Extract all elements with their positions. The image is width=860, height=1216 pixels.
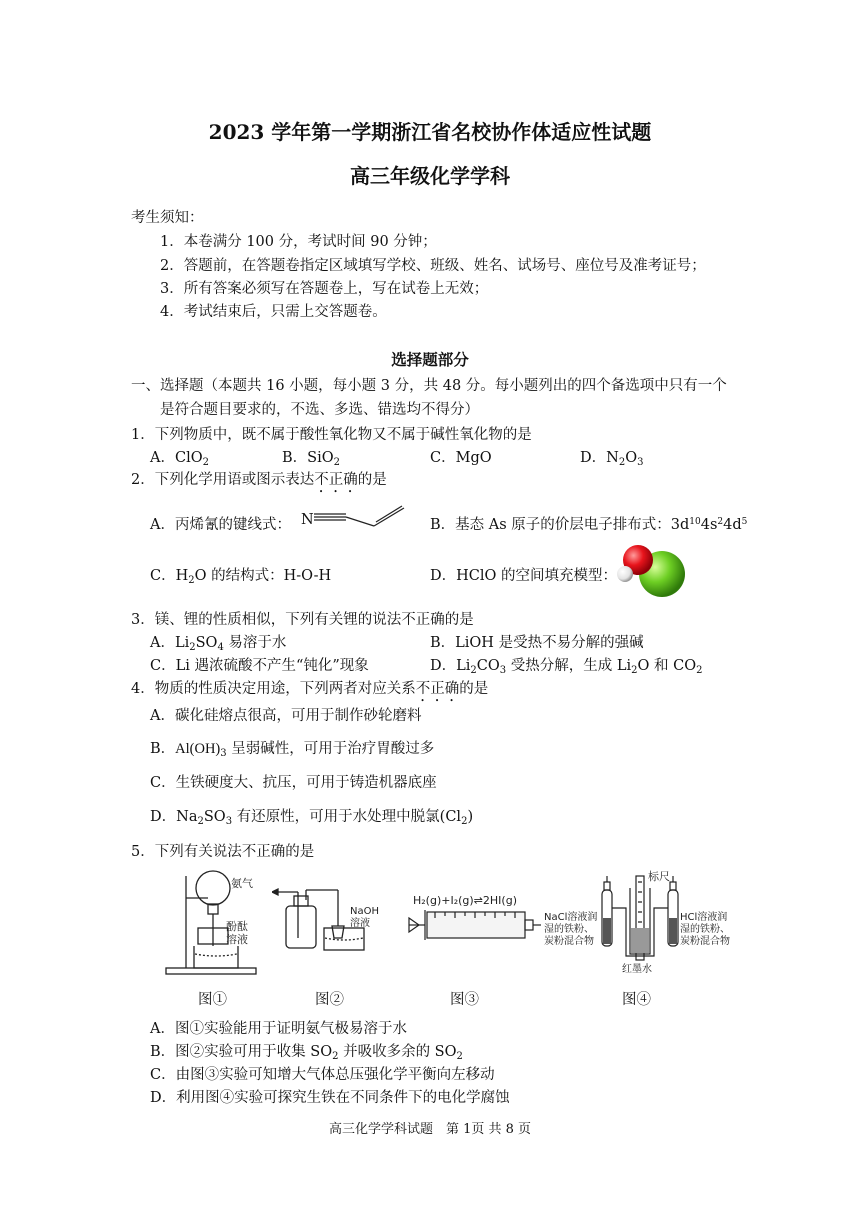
- q2-option-d: D．HClO 的空间填充模型：: [430, 568, 617, 584]
- notice-item-3: 3．所有答案必须写在答题卷上，写在试卷上无效；: [160, 281, 489, 297]
- nitrogen-atom-label: N: [301, 512, 314, 528]
- section-intro-line1: 一、选择题（本题共 16 小题，每小题 3 分，共 48 分。每小题列出的四个备选项中只有一个: [131, 378, 727, 394]
- paper-subtitle: 高三年级化学学科: [350, 164, 510, 188]
- q3-option-b: B．LiOH 是受热不易分解的强碱: [430, 635, 644, 651]
- q4-stem: 4．物质的性质决定用途，下列两者对应关系不正确的是: [131, 681, 489, 697]
- syringe-equilibrium-figure: [405, 890, 545, 946]
- fig1-label-phenol: 酚酞: [226, 920, 248, 933]
- fig4-left-line1: NaCl溶液润: [544, 912, 598, 923]
- q4-option-b: B．$Al(OH)_3$ 呈弱碱性，可用于治疗胃酸过多: [150, 741, 435, 759]
- fig2-label-naoh: NaOH: [350, 906, 379, 917]
- q3-option-a: A．$Li_2SO_4$ 易溶于水: [150, 635, 287, 653]
- q1-option-d: D．$N_2O_3$: [580, 450, 644, 468]
- hclo-space-filling-model: [612, 540, 688, 598]
- q2-stem: 2．下列化学用语或图示表达不正确的是: [131, 472, 387, 488]
- q5-option-d: D．利用图④实验可探究生铁在不同条件下的电化学腐蚀: [150, 1090, 510, 1106]
- page-footer: 高三化学学科试题 第 1页 共 8 页: [328, 1122, 532, 1137]
- caption-figure-4: 图④: [622, 992, 651, 1008]
- fig4-label-red-ink: 红墨水: [622, 964, 652, 975]
- fig3-reaction-label: H₂(g)+I₂(g)⇌2HI(g): [413, 894, 517, 907]
- gas-collection-figure: [272, 880, 384, 952]
- q2-option-a: A．丙烯氰的键线式：: [150, 517, 291, 533]
- fig2-label-solution: 溶液: [350, 918, 370, 929]
- fig4-left-line2: 湿的铁粉、: [544, 924, 594, 935]
- q2-option-b: B．基态 As 原子的价层电子排布式：$3d^{10}4s^24d^5$: [430, 517, 748, 533]
- corrosion-experiment-figure: [540, 868, 740, 978]
- q5-option-c: C．由图③实验可知增大气体总压强化学平衡向左移动: [150, 1067, 495, 1083]
- notice-item-1: 1．本卷满分 100 分，考试时间 90 分钟；: [160, 234, 437, 250]
- notice-item-4: 4．考试结束后，只需上交答题卷。: [160, 304, 387, 320]
- q4-option-d: D．$Na_2SO_3$ 有还原性，可用于水处理中脱氯$(Cl_2)$: [150, 809, 474, 827]
- q1-option-b: B．SiO$_2$: [282, 450, 340, 468]
- caption-figure-2: 图②: [315, 992, 344, 1008]
- section-intro-line2: 是符合题目要求的，不选、多选、错选均不得分）: [160, 402, 479, 418]
- q3-option-d: D．$Li_2CO_3$ 受热分解，生成 $Li_2O$ 和 $CO_2$: [430, 658, 703, 676]
- acrylonitrile-skeletal-formula: [312, 504, 408, 530]
- q1-option-a: A．ClO$_2$: [150, 450, 209, 468]
- notice-item-2: 2．答题前，在答题卷指定区域填写学校、班级、姓名、试场号、座位号及准考证号；: [160, 258, 706, 274]
- fig1-label-solution: 溶液: [226, 933, 248, 946]
- paper-title: 2023 学年第一学期浙江省名校协作体适应性试题: [208, 120, 652, 144]
- q3-option-c: C．Li 遇浓硫酸不产生“钝化”现象: [150, 658, 369, 674]
- q1-option-c: C．MgO: [430, 450, 492, 466]
- q4-option-c: C．生铁硬度大、抗压，可用于铸造机器底座: [150, 775, 437, 791]
- q5-stem: 5．下列有关说法不正确的是: [131, 844, 315, 860]
- q3-stem: 3．镁、锂的性质相似，下列有关锂的说法不正确的是: [131, 612, 474, 628]
- fig4-right-line2: 湿的铁粉、: [680, 924, 730, 935]
- fountain-experiment-figure: [158, 862, 276, 980]
- fig4-label-ruler: 标尺: [648, 870, 670, 883]
- caption-figure-3: 图③: [450, 992, 479, 1008]
- fig4-right-line3: 炭粉混合物: [680, 936, 730, 947]
- notice-heading: 考生须知：: [131, 210, 204, 226]
- fig4-left-line3: 炭粉混合物: [544, 936, 594, 947]
- q5-option-b: B．图②实验可用于收集 $SO_2$ 并吸收多余的 $SO_2$: [150, 1044, 463, 1062]
- fig1-label-ammonia: 氨气: [231, 877, 253, 890]
- caption-figure-1: 图①: [198, 992, 227, 1008]
- section-title: 选择题部分: [391, 350, 469, 369]
- q2-option-c: C．$H_2O$ 的结构式：H-O-H: [150, 568, 332, 586]
- q5-option-a: A．图①实验能用于证明氨气极易溶于水: [150, 1021, 407, 1037]
- fig4-right-line1: HCl溶液润: [680, 912, 728, 923]
- q4-option-a: A．碳化硅熔点很高，可用于制作砂轮磨料: [150, 708, 422, 724]
- q1-stem: 1．下列物质中，既不属于酸性氧化物又不属于碱性氧化物的是: [131, 427, 532, 443]
